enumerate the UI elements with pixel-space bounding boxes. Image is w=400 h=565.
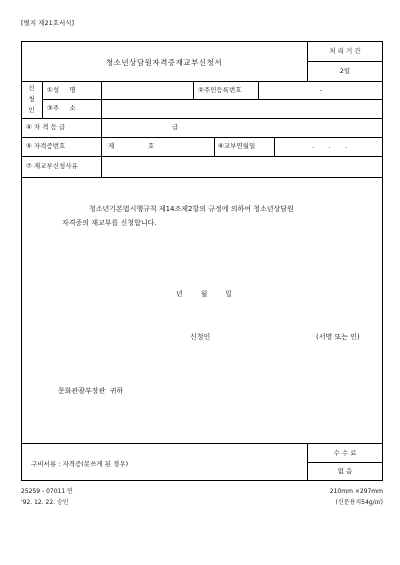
fee-left-border bbox=[307, 443, 308, 481]
issue-date-label-right-border bbox=[274, 137, 275, 156]
resident-number-label: ②주민등록번호 bbox=[198, 86, 242, 94]
processing-left-border bbox=[307, 41, 308, 81]
name-value-right-border bbox=[193, 81, 194, 99]
fee-header: 수 수 료 bbox=[333, 449, 357, 457]
footer-form-code: 25259 - 07011 민 bbox=[21, 488, 73, 495]
footer-approval-date: '92. 12. 22. 승인 bbox=[21, 499, 69, 506]
fee-divider bbox=[307, 462, 383, 463]
sign-hint: (서명 또는 인) bbox=[316, 333, 360, 341]
applicant-side-border bbox=[42, 81, 43, 118]
issue-date-field[interactable]: . . . bbox=[312, 142, 348, 150]
statement-block-bottom bbox=[21, 443, 383, 444]
statement-line-2: 자격증의 재교부를 신청합니다. bbox=[62, 219, 157, 227]
processing-period-value: 2일 bbox=[339, 67, 351, 75]
address-field[interactable] bbox=[102, 100, 382, 117]
reissue-reason-label: ⑦ 재교부신청사유 bbox=[26, 162, 78, 170]
processing-period-header: 처 리 기 간 bbox=[329, 47, 361, 55]
form-number-label: [별지 제21호서식] bbox=[21, 19, 75, 27]
cert-number-label: ⑤ 자격증번호 bbox=[26, 142, 66, 150]
required-documents: 구비서류 : 자격증(못쓰게 된 경우) bbox=[31, 460, 129, 468]
addressee: 문화관광부장관 귀하 bbox=[58, 387, 124, 395]
applicant-side-label-2: 청 bbox=[28, 95, 35, 103]
name-field[interactable] bbox=[102, 82, 192, 98]
address-row-bottom bbox=[21, 118, 383, 119]
cert-number-suffix: 호 bbox=[148, 142, 155, 150]
cert-number-right-border bbox=[214, 137, 215, 156]
processing-divider bbox=[307, 61, 383, 62]
applicant-side-label-3: 인 bbox=[28, 106, 35, 114]
statement-line-1: 청소년기본법시행규칙 제14조제2항의 규정에 의하여 청소년상담원 bbox=[89, 205, 294, 213]
qualification-grade-field[interactable]: 급 bbox=[172, 123, 179, 131]
grade-row-bottom bbox=[21, 137, 383, 138]
title-row-bottom bbox=[21, 81, 383, 82]
address-label: ③주 소 bbox=[47, 104, 76, 112]
footer-paper-size: 210mm ×297mm bbox=[329, 488, 383, 495]
date-line: 년 월 일 bbox=[176, 290, 232, 298]
form-title: 청소년상담원자격증재교부신청서 bbox=[105, 58, 223, 67]
applicant-sign-label: 신청인 bbox=[190, 333, 211, 341]
qualification-grade-label: ④ 자 격 등 급 bbox=[26, 123, 66, 131]
footer-paper-type: (신문용지54g/㎡) bbox=[335, 499, 383, 506]
reason-row-bottom bbox=[21, 177, 383, 178]
applicant-side-label-1: 신 bbox=[28, 84, 35, 92]
resident-number-field[interactable]: - bbox=[319, 86, 323, 94]
fee-value: 없 음 bbox=[337, 467, 353, 475]
name-label: ①성 명 bbox=[47, 86, 76, 94]
cert-number-prefix: 제 bbox=[108, 142, 115, 150]
reissue-reason-field[interactable] bbox=[102, 157, 382, 176]
issue-date-label: ⑥교부연월일 bbox=[218, 142, 256, 150]
